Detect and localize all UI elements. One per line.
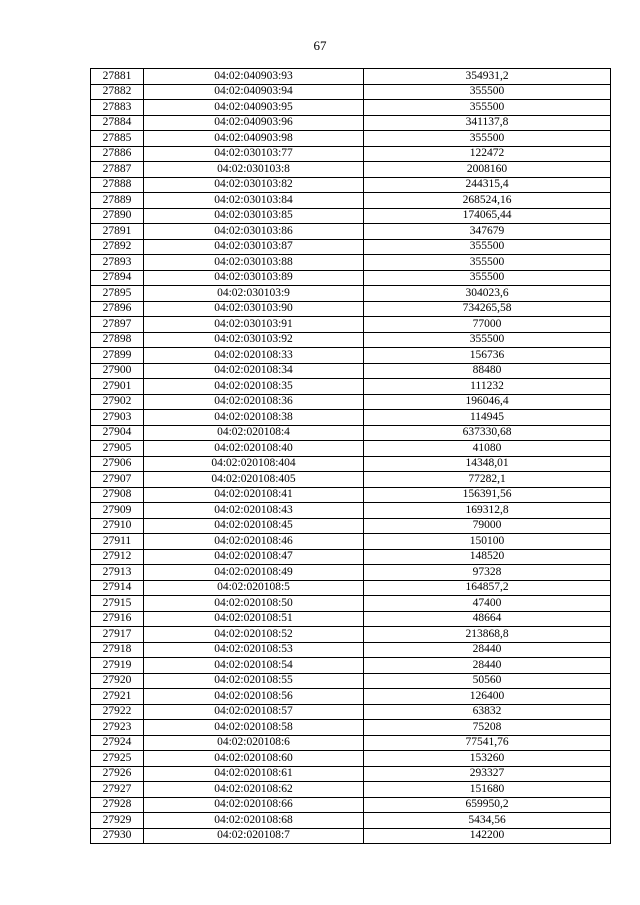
cadastral-number-cell: 04:02:020108:4: [144, 425, 364, 441]
cadastral-number-cell: 04:02:030103:84: [144, 193, 364, 209]
cadastral-number-cell: 04:02:020108:33: [144, 348, 364, 364]
table-row: [91, 565, 611, 581]
row-number-cell: 27917: [91, 627, 144, 643]
row-number-cell: 27888: [91, 177, 144, 193]
row-number-cell: 27887: [91, 162, 144, 178]
table-row: [91, 177, 611, 193]
table-row: [91, 146, 611, 162]
cadastral-value-cell: 151680: [364, 782, 611, 798]
cadastral-number-cell: 04:02:030103:85: [144, 208, 364, 224]
table-row: [91, 317, 611, 333]
cadastral-value-cell: 50560: [364, 673, 611, 689]
cadastral-value-cell: 28440: [364, 658, 611, 674]
cadastral-number-cell: 04:02:020108:68: [144, 813, 364, 829]
row-number-cell: 27924: [91, 735, 144, 751]
table-row: [91, 286, 611, 302]
cadastral-number-cell: 04:02:020108:41: [144, 487, 364, 503]
cadastral-value-cell: 156391,56: [364, 487, 611, 503]
table-row: [91, 518, 611, 534]
cadastral-value-cell: 77282,1: [364, 472, 611, 488]
row-number-cell: 27926: [91, 766, 144, 782]
cadastral-number-cell: 04:02:040903:93: [144, 69, 364, 85]
row-number-cell: 27894: [91, 270, 144, 286]
row-number-cell: 27898: [91, 332, 144, 348]
cadastral-number-cell: 04:02:040903:96: [144, 115, 364, 131]
cadastral-value-cell: 213868,8: [364, 627, 611, 643]
table-row: [91, 301, 611, 317]
cadastral-number-cell: 04:02:020108:7: [144, 828, 364, 844]
cadastral-value-cell: 63832: [364, 704, 611, 720]
table-row: [91, 239, 611, 255]
table-row: [91, 472, 611, 488]
cadastral-number-cell: 04:02:020108:6: [144, 735, 364, 751]
row-number-cell: 27901: [91, 379, 144, 395]
cadastral-value-cell: 88480: [364, 363, 611, 379]
cadastral-value-cell: 2008160: [364, 162, 611, 178]
cadastral-value-cell: 122472: [364, 146, 611, 162]
row-number-cell: 27897: [91, 317, 144, 333]
table-row: [91, 704, 611, 720]
table-row: [91, 131, 611, 147]
table-row: [91, 735, 611, 751]
table-row: [91, 503, 611, 519]
row-number-cell: 27921: [91, 689, 144, 705]
row-number-cell: 27889: [91, 193, 144, 209]
table-row: [91, 208, 611, 224]
cadastral-value-cell: 355500: [364, 84, 611, 100]
row-number-cell: 27892: [91, 239, 144, 255]
table-row: [91, 673, 611, 689]
row-number-cell: 27925: [91, 751, 144, 767]
cadastral-value-cell: 77000: [364, 317, 611, 333]
row-number-cell: 27928: [91, 797, 144, 813]
table-row: [91, 828, 611, 844]
cadastral-value-cell: 111232: [364, 379, 611, 395]
table-row: [91, 456, 611, 472]
row-number-cell: 27912: [91, 549, 144, 565]
cadastral-number-cell: 04:02:020108:54: [144, 658, 364, 674]
cadastral-value-cell: 79000: [364, 518, 611, 534]
cadastral-number-cell: 04:02:040903:98: [144, 131, 364, 147]
table-row: [91, 487, 611, 503]
cadastral-value-cell: 637330,68: [364, 425, 611, 441]
cadastral-value-cell: 355500: [364, 131, 611, 147]
cadastral-number-cell: 04:02:030103:89: [144, 270, 364, 286]
row-number-cell: 27908: [91, 487, 144, 503]
row-number-cell: 27886: [91, 146, 144, 162]
row-number-cell: 27884: [91, 115, 144, 131]
row-number-cell: 27906: [91, 456, 144, 472]
row-number-cell: 27919: [91, 658, 144, 674]
table-row: [91, 720, 611, 736]
cadastral-value-cell: 355500: [364, 270, 611, 286]
table-row: [91, 534, 611, 550]
row-number-cell: 27890: [91, 208, 144, 224]
row-number-cell: 27902: [91, 394, 144, 410]
table-body: [91, 69, 611, 844]
cadastral-number-cell: 04:02:030103:9: [144, 286, 364, 302]
table-row: [91, 813, 611, 829]
row-number-cell: 27907: [91, 472, 144, 488]
cadastral-number-cell: 04:02:020108:62: [144, 782, 364, 798]
row-number-cell: 27927: [91, 782, 144, 798]
cadastral-value-cell: 77541,76: [364, 735, 611, 751]
row-number-cell: 27910: [91, 518, 144, 534]
cadastral-value-cell: 97328: [364, 565, 611, 581]
cadastral-value-cell: 75208: [364, 720, 611, 736]
cadastral-number-cell: 04:02:040903:95: [144, 100, 364, 116]
cadastral-value-cell: 150100: [364, 534, 611, 550]
table-row: [91, 549, 611, 565]
table-row: [91, 255, 611, 271]
cadastral-number-cell: 04:02:020108:66: [144, 797, 364, 813]
table-row: [91, 270, 611, 286]
cadastral-number-cell: 04:02:020108:53: [144, 642, 364, 658]
cadastral-value-cell: 304023,6: [364, 286, 611, 302]
table-row: [91, 410, 611, 426]
table-row: [91, 441, 611, 457]
row-number-cell: 27882: [91, 84, 144, 100]
cadastral-value-cell: 196046,4: [364, 394, 611, 410]
cadastral-number-cell: 04:02:020108:405: [144, 472, 364, 488]
cadastral-number-cell: 04:02:020108:50: [144, 596, 364, 612]
row-number-cell: 27899: [91, 348, 144, 364]
cadastral-value-cell: 244315,4: [364, 177, 611, 193]
cadastral-number-cell: 04:02:030103:87: [144, 239, 364, 255]
table-row: [91, 611, 611, 627]
table-row: [91, 162, 611, 178]
cadastral-number-cell: 04:02:020108:34: [144, 363, 364, 379]
table-row: [91, 596, 611, 612]
cadastral-number-cell: 04:02:020108:36: [144, 394, 364, 410]
cadastral-number-cell: 04:02:020108:55: [144, 673, 364, 689]
cadastral-value-cell: 47400: [364, 596, 611, 612]
row-number-cell: 27896: [91, 301, 144, 317]
row-number-cell: 27911: [91, 534, 144, 550]
row-number-cell: 27923: [91, 720, 144, 736]
cadastral-number-cell: 04:02:020108:404: [144, 456, 364, 472]
row-number-cell: 27929: [91, 813, 144, 829]
cadastral-value-cell: 268524,16: [364, 193, 611, 209]
row-number-cell: 27903: [91, 410, 144, 426]
cadastral-value-cell: 5434,56: [364, 813, 611, 829]
cadastral-value-cell: 355500: [364, 255, 611, 271]
cadastral-number-cell: 04:02:030103:8: [144, 162, 364, 178]
row-number-cell: 27922: [91, 704, 144, 720]
row-number-cell: 27881: [91, 69, 144, 85]
table-row: [91, 580, 611, 596]
cadastral-number-cell: 04:02:030103:88: [144, 255, 364, 271]
table-row: [91, 425, 611, 441]
table-row: [91, 766, 611, 782]
cadastral-number-cell: 04:02:020108:52: [144, 627, 364, 643]
table-row: [91, 84, 611, 100]
cadastral-value-cell: 169312,8: [364, 503, 611, 519]
table-row: [91, 642, 611, 658]
cadastral-number-cell: 04:02:030103:90: [144, 301, 364, 317]
cadastral-value-cell: 355500: [364, 332, 611, 348]
cadastral-value-cell: 126400: [364, 689, 611, 705]
table-row: [91, 193, 611, 209]
cadastral-value-cell: 153260: [364, 751, 611, 767]
table-row: [91, 689, 611, 705]
cadastral-value-cell: 48664: [364, 611, 611, 627]
cadastral-number-cell: 04:02:020108:47: [144, 549, 364, 565]
cadastral-number-cell: 04:02:020108:43: [144, 503, 364, 519]
table-row: [91, 348, 611, 364]
cadastral-value-cell: 347679: [364, 224, 611, 240]
row-number-cell: 27895: [91, 286, 144, 302]
cadastral-number-cell: 04:02:030103:86: [144, 224, 364, 240]
row-number-cell: 27909: [91, 503, 144, 519]
cadastral-number-cell: 04:02:030103:92: [144, 332, 364, 348]
cadastral-number-cell: 04:02:020108:46: [144, 534, 364, 550]
row-number-cell: 27920: [91, 673, 144, 689]
cadastral-value-cell: 341137,8: [364, 115, 611, 131]
row-number-cell: 27885: [91, 131, 144, 147]
cadastral-value-cell: 41080: [364, 441, 611, 457]
cadastral-number-cell: 04:02:020108:60: [144, 751, 364, 767]
table-row: [91, 658, 611, 674]
row-number-cell: 27905: [91, 441, 144, 457]
cadastral-value-cell: 355500: [364, 239, 611, 255]
cadastral-number-cell: 04:02:020108:57: [144, 704, 364, 720]
row-number-cell: 27891: [91, 224, 144, 240]
table-row: [91, 379, 611, 395]
cadastral-number-cell: 04:02:020108:49: [144, 565, 364, 581]
table-row: [91, 627, 611, 643]
cadastral-value-cell: 355500: [364, 100, 611, 116]
cadastral-value-cell: 174065,44: [364, 208, 611, 224]
cadastral-number-cell: 04:02:020108:56: [144, 689, 364, 705]
cadastral-value-table: [90, 68, 611, 844]
row-number-cell: 27916: [91, 611, 144, 627]
cadastral-value-cell: 142200: [364, 828, 611, 844]
table-row: [91, 100, 611, 116]
cadastral-number-cell: 04:02:030103:91: [144, 317, 364, 333]
row-number-cell: 27893: [91, 255, 144, 271]
table-row: [91, 69, 611, 85]
cadastral-value-cell: 293327: [364, 766, 611, 782]
table-row: [91, 751, 611, 767]
cadastral-number-cell: 04:02:020108:51: [144, 611, 364, 627]
cadastral-number-cell: 04:02:020108:35: [144, 379, 364, 395]
cadastral-value-cell: 164857,2: [364, 580, 611, 596]
table-row: [91, 782, 611, 798]
cadastral-value-cell: 114945: [364, 410, 611, 426]
cadastral-number-cell: 04:02:020108:61: [144, 766, 364, 782]
cadastral-value-cell: 148520: [364, 549, 611, 565]
cadastral-number-cell: 04:02:020108:38: [144, 410, 364, 426]
row-number-cell: 27930: [91, 828, 144, 844]
row-number-cell: 27914: [91, 580, 144, 596]
table-row: [91, 394, 611, 410]
table-row: [91, 363, 611, 379]
row-number-cell: 27904: [91, 425, 144, 441]
cadastral-number-cell: 04:02:020108:45: [144, 518, 364, 534]
cadastral-value-cell: 354931,2: [364, 69, 611, 85]
table-row: [91, 332, 611, 348]
table-row: [91, 115, 611, 131]
cadastral-value-cell: 659950,2: [364, 797, 611, 813]
cadastral-number-cell: 04:02:020108:40: [144, 441, 364, 457]
page-number: 67: [313, 38, 327, 53]
cadastral-number-cell: 04:02:030103:77: [144, 146, 364, 162]
table-row: [91, 797, 611, 813]
row-number-cell: 27913: [91, 565, 144, 581]
cadastral-number-cell: 04:02:040903:94: [144, 84, 364, 100]
cadastral-value-cell: 156736: [364, 348, 611, 364]
cadastral-value-cell: 14348,01: [364, 456, 611, 472]
cadastral-value-cell: 734265,58: [364, 301, 611, 317]
row-number-cell: 27883: [91, 100, 144, 116]
cadastral-number-cell: 04:02:020108:5: [144, 580, 364, 596]
cadastral-value-cell: 28440: [364, 642, 611, 658]
cadastral-number-cell: 04:02:030103:82: [144, 177, 364, 193]
row-number-cell: 27915: [91, 596, 144, 612]
row-number-cell: 27900: [91, 363, 144, 379]
cadastral-number-cell: 04:02:020108:58: [144, 720, 364, 736]
table-row: [91, 224, 611, 240]
row-number-cell: 27918: [91, 642, 144, 658]
